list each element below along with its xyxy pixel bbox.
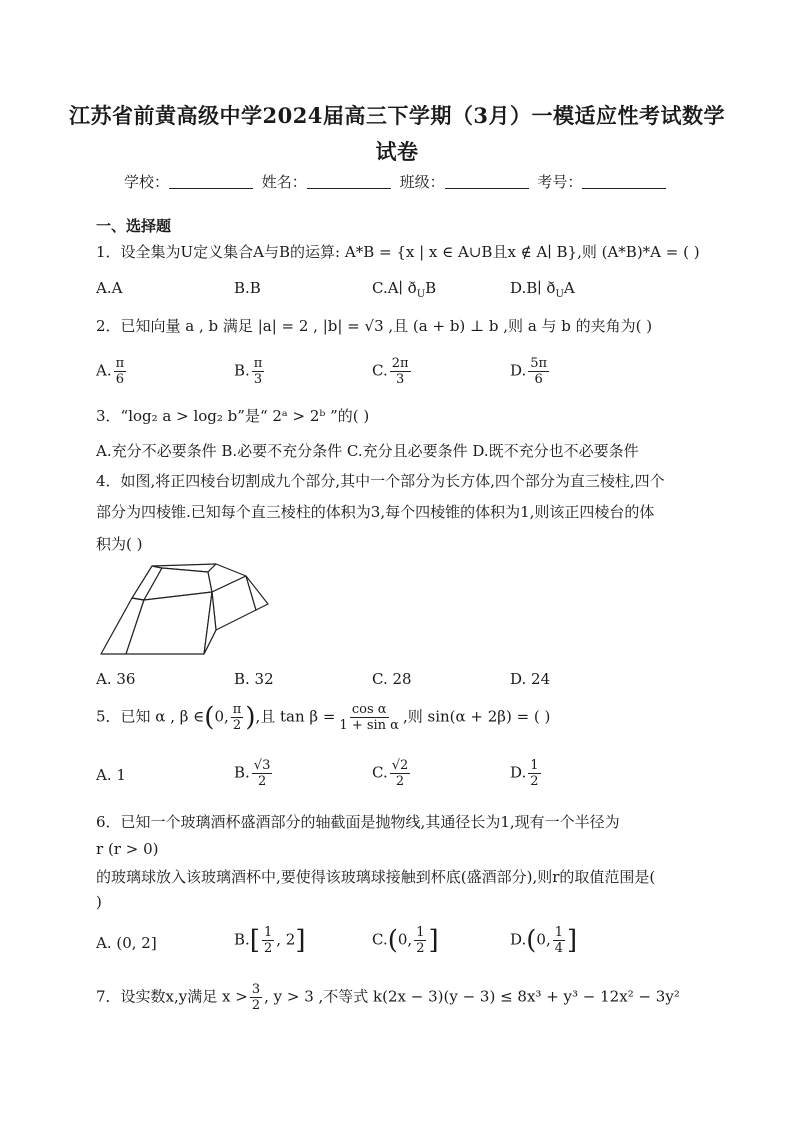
q4-option-a: A. 36 bbox=[96, 670, 136, 688]
title-line-2: 试卷 bbox=[375, 139, 419, 164]
student-info bbox=[124, 171, 670, 192]
frustum-figure bbox=[96, 560, 276, 660]
q5-option-d: D. $\frac{1}{2}$ bbox=[510, 758, 539, 789]
q6-line-2: r (r > 0) bbox=[96, 840, 159, 858]
number-blank[interactable] bbox=[582, 173, 666, 189]
q4-option-d: D. 24 bbox=[510, 670, 551, 688]
q3-stem: 3．“log₂ a > log₂ b”是“ 2ᵃ > 2ᵇ ”的( ) bbox=[96, 407, 370, 425]
q6-line-3: 的玻璃球放入该玻璃酒杯中,要使得该玻璃球接触到杯底(盛酒部分),则r的取值范围是( bbox=[96, 868, 656, 886]
q6-option-a: A. (0, 2] bbox=[96, 934, 157, 952]
q4-option-c: C. 28 bbox=[372, 670, 412, 688]
section-heading: 一、选择题 bbox=[96, 217, 172, 235]
name-blank[interactable] bbox=[307, 173, 391, 189]
q6-option-d: D.(0, $\frac{1}{4}$ ] bbox=[510, 925, 578, 956]
q2-option-a: A. $\frac{\pi}{6}$ bbox=[96, 356, 125, 387]
q3-options: A.充分不必要条件 B.必要不充分条件 C.充分且必要条件 D.既不充分也不必要条件 bbox=[96, 442, 639, 460]
q6-option-c: C.(0, $\frac{1}{2}$ ] bbox=[372, 925, 439, 956]
q1-option-d: D.B∣ $ð_UA$ bbox=[510, 279, 575, 300]
school-label: 学校： bbox=[124, 173, 170, 191]
q5-stem: 5．已知 α , β ∈(0, $\frac{\pi}{2}$ ),且 tan β = $\frac{\text{cos α}}{\text{1 + sin α}}$ ,则 sin(α + 2β) = ( ) bbox=[96, 702, 551, 733]
number-label: 考号： bbox=[537, 173, 583, 191]
name-label: 姓名： bbox=[261, 173, 307, 191]
title-line-1: 江苏省前黄高级中学2024届高三下学期（3月）一模适应性考试数学 bbox=[68, 103, 726, 128]
q1-option-a: A.A bbox=[96, 279, 123, 297]
q1-stem: 1．设全集为U定义集合A与B的运算: A*B = {x | x ∈ A∪B且x ∉ A∣ B},则 (A*B)*A = ( ) bbox=[96, 243, 700, 261]
q4-line-1: 4．如图,将正四棱台切割成九个部分,其中一个部分为长方体,四个部分为直三棱柱,四个 bbox=[96, 472, 665, 490]
class-blank[interactable] bbox=[445, 173, 529, 189]
q6-option-b: B.[ $\frac{1}{2}$ , 2] bbox=[234, 925, 306, 956]
q5-option-c: C. $\frac{√2}{2}$ bbox=[372, 758, 409, 789]
q7-stem: 7．设实数x,y满足 x > $\frac{3}{2}$ , y > 3 ,不等式 k(2x − 3)(y − 3) ≤ 8x³ + y³ − 12x² − 3y² bbox=[96, 982, 680, 1013]
q2-stem: 2．已知向量 a , b 满足 |a| = 2 , |b| = √3 ,且 (a + b) ⊥ b ,则 a 与 b 的夹角为( ) bbox=[96, 317, 653, 335]
school-blank[interactable] bbox=[169, 173, 253, 189]
q2-option-d: D. $\frac{5\pi}{6}$ bbox=[510, 356, 548, 387]
q4-option-b: B. 32 bbox=[234, 670, 274, 688]
q4-line-3: 积为( ) bbox=[96, 535, 143, 553]
q2-option-b: B. $\frac{\pi}{3}$ bbox=[234, 356, 263, 387]
q5-option-b: B. $\frac{√3}{2}$ bbox=[234, 758, 271, 789]
class-label: 班级： bbox=[399, 173, 445, 191]
q4-line-2: 部分为四棱锥.已知每个直三棱柱的体积为3,每个四棱锥的体积为1,则该正四棱台的体 bbox=[96, 503, 655, 521]
q1-option-c: C.A∣ $ð_UB$ bbox=[372, 279, 437, 300]
q2-option-c: C. $\frac{2\pi}{3}$ bbox=[372, 356, 409, 387]
q5-option-a: A. 1 bbox=[96, 766, 126, 784]
q6-line-1: 6．已知一个玻璃酒杯盛酒部分的轴截面是抛物线,其通径长为1,现有一个半径为 bbox=[96, 813, 620, 831]
q1-option-b: B.B bbox=[234, 279, 261, 297]
q6-line-4: ) bbox=[96, 893, 102, 911]
